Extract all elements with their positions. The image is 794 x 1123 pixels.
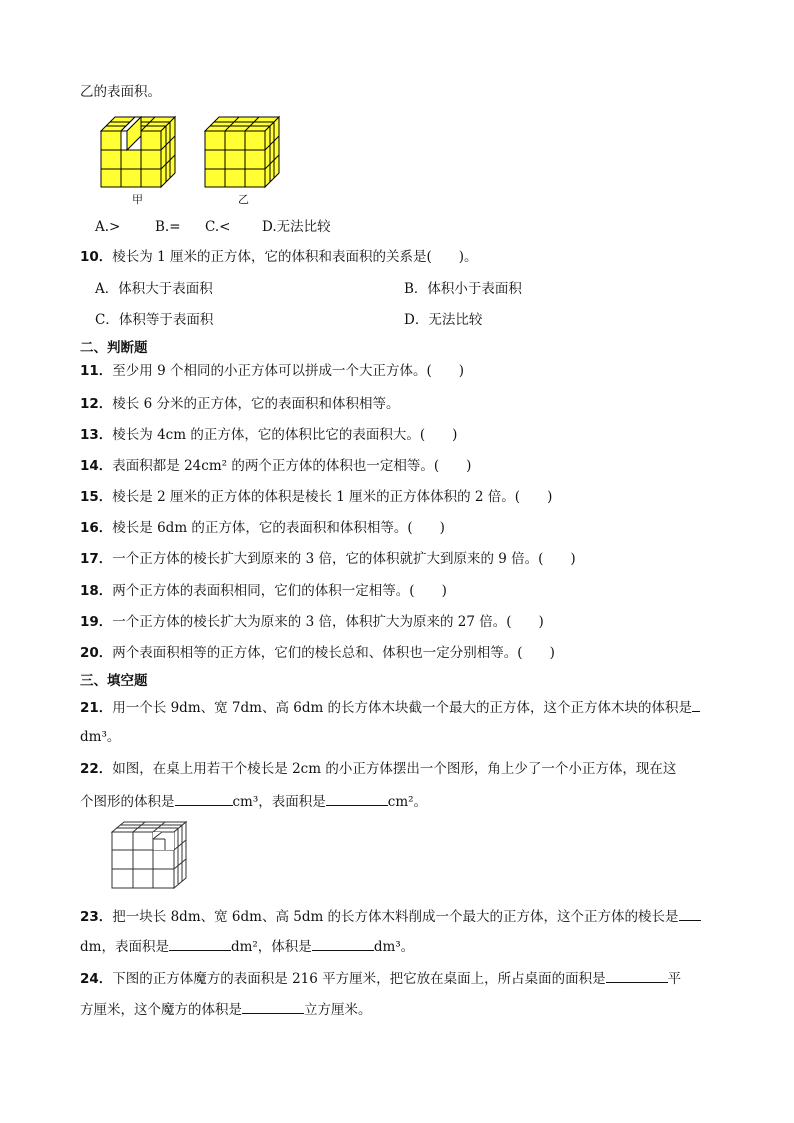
cube-yi-figure — [203, 115, 283, 189]
q9-option-c[interactable]: C.< — [205, 219, 231, 235]
q17-text: 一个正方体的棱长扩大到原来的 3 倍，它的体积就扩大到原来的 9 倍。( ) — [112, 551, 576, 567]
q15-line — [80, 488, 552, 506]
q9-tail: 乙的表面积。 — [80, 84, 161, 100]
q23-text2a: dm，表面积是 — [80, 939, 169, 955]
q19-line — [80, 613, 544, 631]
q12-number: 12． — [80, 396, 113, 412]
cube-yi-label: 乙 — [238, 193, 249, 206]
q21-text1: 用一个长 9dm、宽 7dm、高 6dm 的长方体木块截一个最大的正方体，这个正方体木块的体积是 — [112, 700, 693, 716]
q10-text: 棱长为 1 厘米的正方体，它的体积和表面积的关系是( )。 — [112, 249, 478, 265]
q24-text2b: 立方厘米。 — [304, 1002, 372, 1018]
q15-number: 15． — [80, 489, 113, 505]
q22-text2b: cm³，表面积是 — [232, 794, 326, 810]
q20-text: 两个表面积相等的正方体，它们的棱长总和、体积也一定分别相等。( ) — [112, 645, 555, 661]
q10-option-c[interactable]: C．体积等于表面积 — [95, 312, 214, 328]
q16-text: 棱长是 6dm 的正方体，它的表面积和体积相等。( ) — [112, 520, 445, 536]
q24-text2a: 方厘米，这个魔方的体积是 — [80, 1002, 242, 1018]
q17-line — [80, 550, 576, 568]
q23-text1: 把一块长 8dm、宽 6dm、高 5dm 的长方体木料削成一个最大的正方体，这个正方体的棱长是 — [112, 909, 679, 925]
q10-line — [80, 248, 478, 266]
q22-area-blank[interactable] — [326, 791, 388, 806]
q10-option-a[interactable]: A．体积大于表面积 — [95, 281, 213, 297]
q18-line — [80, 582, 447, 600]
q22-text1: 如图，在桌上用若干个棱长是 2cm 的小正方体摆出一个图形，角上少了一个小正方体，现在这 — [112, 761, 677, 777]
q23-text2c: dm³。 — [373, 939, 415, 955]
q9-option-b[interactable]: B.= — [155, 219, 181, 235]
q20-number: 20． — [80, 645, 113, 661]
cube-jia-label: 甲 — [132, 193, 143, 206]
q23-number: 23． — [80, 909, 113, 925]
q24-line2 — [80, 999, 372, 1019]
q24-line1 — [80, 968, 681, 988]
q11-line — [80, 362, 464, 380]
q14-line — [80, 457, 471, 475]
q19-number: 19． — [80, 614, 113, 630]
q9-option-a[interactable]: A.> — [95, 219, 121, 235]
q21-number: 21． — [80, 700, 113, 716]
q14-text: 表面积都是 24cm² 的两个正方体的体积也一定相等。( ) — [112, 458, 472, 474]
q11-text: 至少用 9 个相同的小正方体可以拼成一个大正方体。( ) — [112, 363, 465, 379]
section-fill-title: 三、填空题 — [80, 673, 148, 689]
q23-edge-blank[interactable] — [679, 906, 701, 921]
q21-line1 — [80, 697, 700, 717]
q15-text: 棱长是 2 厘米的正方体的体积是棱长 1 厘米的正方体体积的 2 倍。( ) — [112, 489, 553, 505]
q16-line — [80, 519, 445, 537]
q22-number: 22． — [80, 761, 113, 777]
q13-line — [80, 426, 457, 444]
q18-number: 18． — [80, 583, 113, 599]
q24-number: 24． — [80, 971, 113, 987]
q22-cube-figure — [110, 820, 190, 890]
section-judge-title: 二、判断题 — [80, 340, 148, 356]
q23-line2 — [80, 936, 414, 956]
q20-line — [80, 644, 555, 662]
q19-text: 一个正方体的棱长扩大为原来的 3 倍，体积扩大为原来的 27 倍。( ) — [112, 614, 544, 630]
q23-text2b: dm²，体积是 — [230, 939, 312, 955]
q14-number: 14． — [80, 458, 113, 474]
cube-jia-figure — [99, 115, 179, 189]
q24-text1: 下图的正方体魔方的表面积是 216 平方厘米，把它放在桌面上，所占桌面的面积是 — [112, 971, 606, 987]
q10-option-b[interactable]: B．体积小于表面积 — [404, 281, 522, 297]
q10-option-d[interactable]: D．无法比较 — [404, 312, 483, 328]
q16-number: 16． — [80, 520, 113, 536]
q23-line1 — [80, 906, 701, 926]
q23-area-blank[interactable] — [169, 936, 231, 951]
q18-text: 两个正方体的表面积相同，它们的体积一定相等。( ) — [112, 583, 447, 599]
q22-line2 — [80, 791, 427, 811]
q21-text2: dm³。 — [80, 729, 121, 745]
q22-line1 — [80, 760, 676, 778]
q13-number: 13． — [80, 427, 113, 443]
q22-volume-blank[interactable] — [175, 791, 233, 806]
q9-option-d[interactable]: D.无法比较 — [262, 219, 331, 235]
q24-text1b: 平 — [667, 971, 682, 987]
q12-text: 棱长 6 分米的正方体，它的表面积和体积相等。 — [112, 396, 400, 412]
q11-number: 11． — [80, 363, 113, 379]
q12-line — [80, 395, 399, 413]
q24-area-blank[interactable] — [606, 968, 668, 983]
q22-text2a: 个图形的体积是 — [80, 794, 175, 810]
q17-number: 17． — [80, 551, 113, 567]
q24-volume-blank[interactable] — [242, 999, 304, 1014]
q21-blank[interactable] — [692, 697, 700, 712]
q23-volume-blank[interactable] — [312, 936, 374, 951]
q13-text: 棱长为 4cm 的正方体，它的体积比它的表面积大。( ) — [112, 427, 458, 443]
q22-text2c: cm²。 — [387, 794, 428, 810]
q10-number: 10． — [80, 249, 113, 265]
